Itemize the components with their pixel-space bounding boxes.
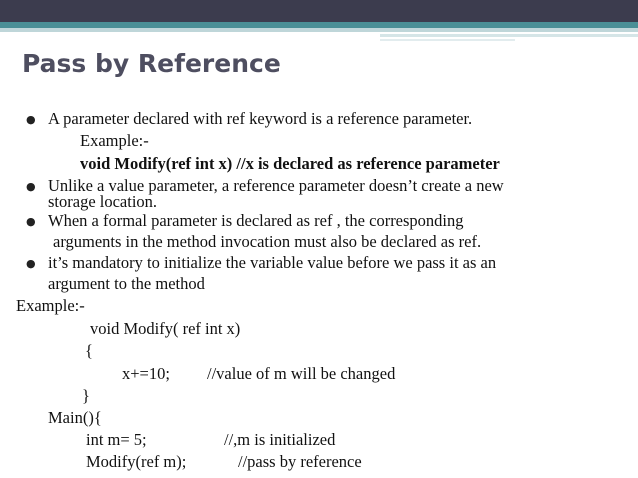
bullet-icon: ●: [26, 180, 36, 193]
example-label: Example:-: [16, 296, 85, 315]
code-line: {: [85, 341, 93, 360]
example-label: Example:-: [80, 131, 149, 150]
bullet-icon: ●: [26, 257, 36, 270]
bullet-text: A parameter declared with ref keyword is a reference parameter.: [48, 109, 473, 128]
bullet-icon: ●: [26, 215, 36, 228]
code-line: void Modify( ref int x): [90, 319, 241, 338]
code-comment: //,m is initialized: [224, 430, 336, 449]
code-line: Modify(ref m);: [86, 452, 187, 471]
code-line: x+=10;: [122, 364, 170, 383]
code-line: Main(){: [48, 408, 102, 427]
code-comment: //pass by reference: [238, 452, 362, 471]
slide-title: Pass by Reference: [22, 49, 281, 78]
bullet-continuation: arguments in the method invocation must also be declared as ref.: [53, 232, 482, 251]
bullet-continuation: storage location.: [48, 192, 158, 211]
bullet-text: When a formal parameter is declared as ref , the corresponding: [48, 211, 464, 230]
decorative-line: [380, 34, 638, 37]
header-band: [0, 0, 638, 22]
code-comment: //value of m will be changed: [207, 364, 396, 383]
header-light-band: [0, 28, 638, 32]
bullet-text: Unlike a value parameter, a reference parameter doesn’t create a new: [48, 176, 504, 195]
example-code: void Modify(ref int x) //x is declared as reference parameter: [80, 154, 500, 173]
bullet-icon: ●: [26, 113, 36, 126]
bullet-continuation: argument to the method: [48, 274, 205, 293]
bullet-text: it’s mandatory to initialize the variable value before we pass it as an: [48, 253, 497, 272]
code-line: int m= 5;: [86, 430, 147, 449]
code-line: }: [82, 386, 90, 405]
decorative-line: [380, 39, 515, 41]
